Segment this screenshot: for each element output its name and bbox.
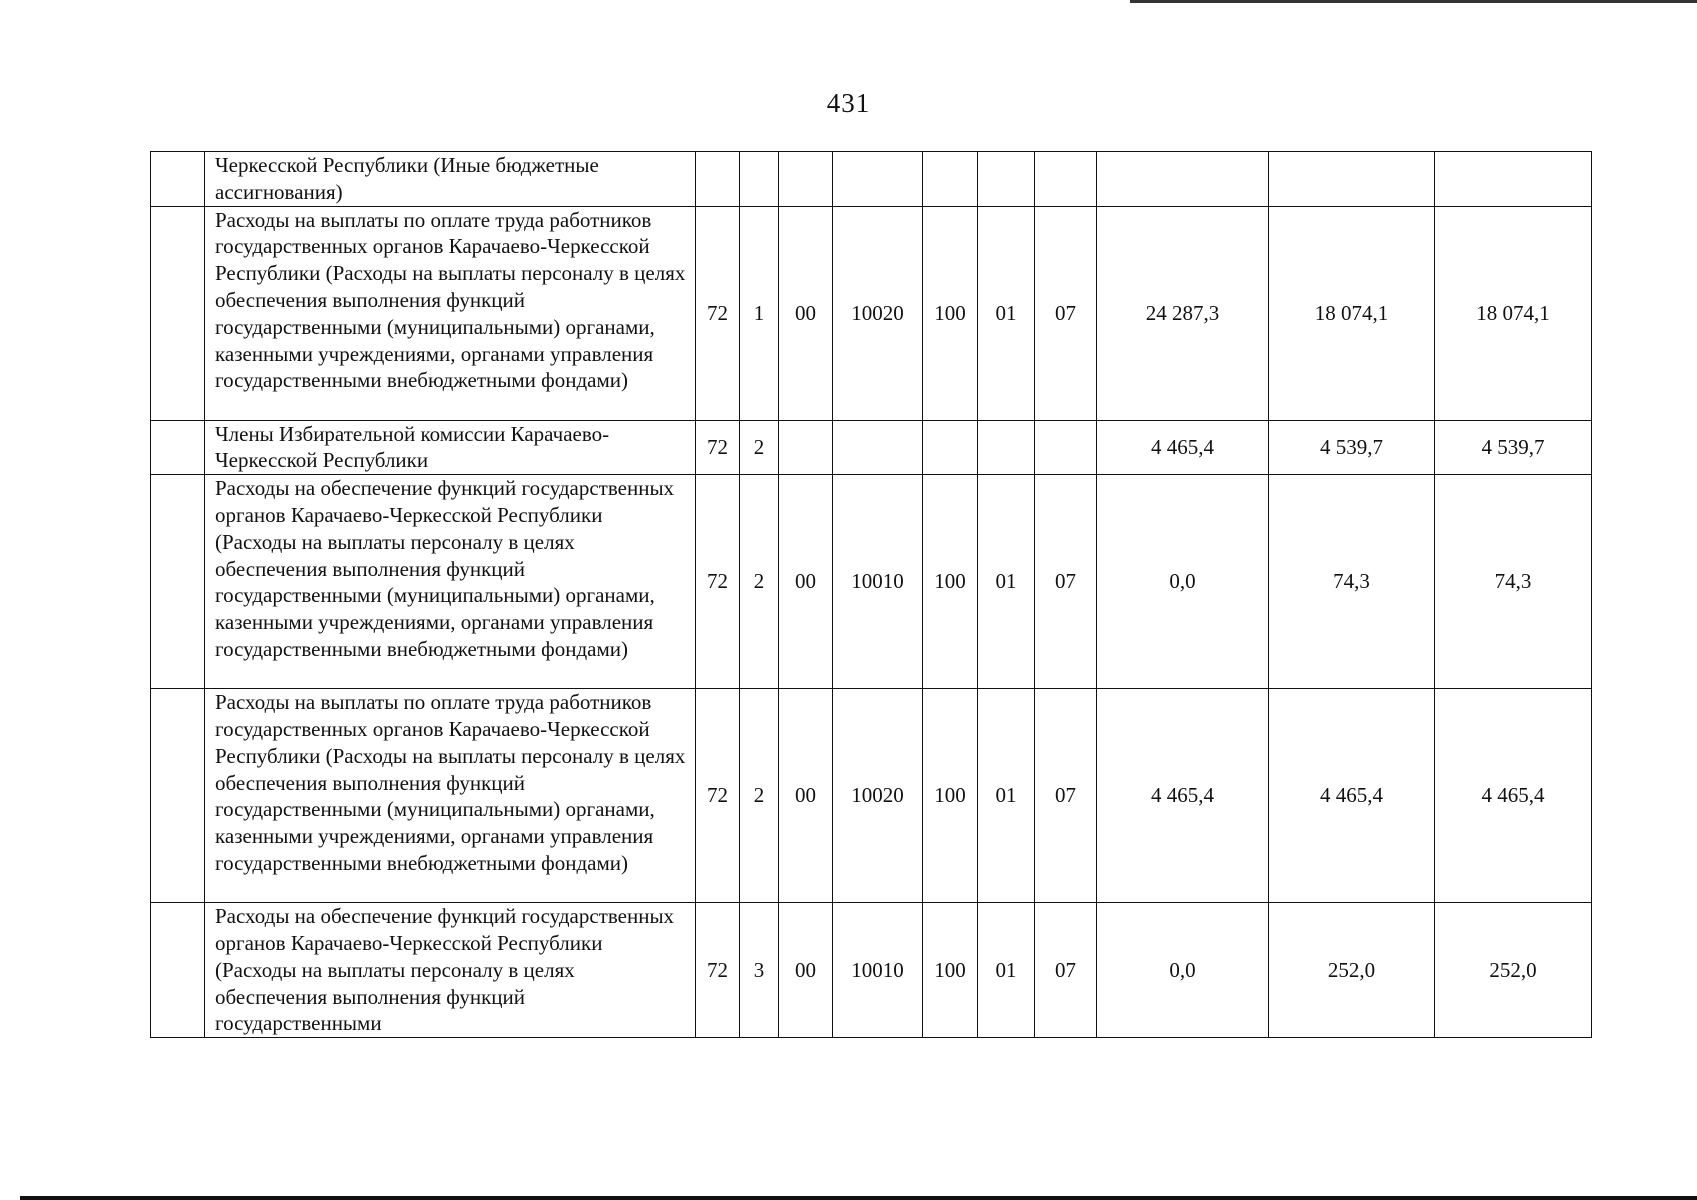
row-number-cell [151, 206, 205, 420]
subsection-cell [1035, 420, 1097, 475]
amount-year-3-cell: 18 074,1 [1435, 206, 1592, 420]
amount-year-1-cell: 4 465,4 [1097, 689, 1269, 903]
budget-table-body [151, 152, 1592, 1038]
program-code-cell: 1 [740, 206, 779, 420]
section-cell: 01 [978, 475, 1035, 689]
subprogram-code-cell [779, 152, 833, 207]
table-row [151, 475, 1592, 689]
subprogram-code-cell [779, 420, 833, 475]
direction-code-cell [833, 152, 923, 207]
amount-year-3-cell: 4 465,4 [1435, 689, 1592, 903]
amount-year-1-cell: 0,0 [1097, 475, 1269, 689]
section-cell [978, 420, 1035, 475]
ministry-code-cell: 72 [696, 420, 740, 475]
amount-year-1-cell [1097, 152, 1269, 207]
table-row [151, 903, 1592, 1038]
program-code-cell: 2 [740, 420, 779, 475]
section-cell: 01 [978, 903, 1035, 1038]
table-row [151, 206, 1592, 420]
section-cell: 01 [978, 206, 1035, 420]
expense-type-cell: 100 [923, 903, 978, 1038]
section-cell [978, 152, 1035, 207]
table-row [151, 420, 1592, 475]
subprogram-code-cell: 00 [779, 206, 833, 420]
subprogram-code-cell: 00 [779, 689, 833, 903]
amount-year-3-cell: 252,0 [1435, 903, 1592, 1038]
subsection-cell [1035, 152, 1097, 207]
subsection-cell: 07 [1035, 903, 1097, 1038]
row-number-cell [151, 152, 205, 207]
top-scan-edge-line [1130, 0, 1697, 3]
direction-code-cell [833, 420, 923, 475]
expense-name-cell: Расходы на обеспечение функций государственных органов Карачаево-Черкесской Республики (Расходы на выплаты персоналу в целях обеспечения выполнения функций государственными (муниципальными) органами, казенными учреждениями, органами управления государственными внебюджетными фондами) [205, 475, 696, 689]
expense-name-cell: Расходы на выплаты по оплате труда работников государственных органов Карачаево-Черкесской Республики (Расходы на выплаты персоналу в целях обеспечения выполнения функций государственными (муниципальными) органами, казенными учреждениями, органами управления государственными внебюджетными фондами) [205, 689, 696, 903]
expense-type-cell: 100 [923, 689, 978, 903]
row-number-cell [151, 475, 205, 689]
amount-year-3-cell: 4 539,7 [1435, 420, 1592, 475]
amount-year-3-cell: 74,3 [1435, 475, 1592, 689]
expense-name-cell: Черкесской Республики (Иные бюджетные ассигнования) [205, 152, 696, 207]
amount-year-1-cell: 0,0 [1097, 903, 1269, 1038]
expense-type-cell: 100 [923, 206, 978, 420]
subprogram-code-cell: 00 [779, 903, 833, 1038]
amount-year-3-cell [1435, 152, 1592, 207]
table-row [151, 689, 1592, 903]
amount-year-2-cell: 4 539,7 [1269, 420, 1435, 475]
program-code-cell [740, 152, 779, 207]
subsection-cell: 07 [1035, 475, 1097, 689]
ministry-code-cell: 72 [696, 903, 740, 1038]
direction-code-cell: 10010 [833, 475, 923, 689]
row-number-cell [151, 903, 205, 1038]
program-code-cell: 2 [740, 475, 779, 689]
program-code-cell: 2 [740, 689, 779, 903]
amount-year-2-cell: 18 074,1 [1269, 206, 1435, 420]
amount-year-2-cell: 74,3 [1269, 475, 1435, 689]
direction-code-cell: 10020 [833, 206, 923, 420]
ministry-code-cell: 72 [696, 475, 740, 689]
ministry-code-cell: 72 [696, 206, 740, 420]
row-number-cell [151, 420, 205, 475]
table-row [151, 152, 1592, 207]
expense-type-cell [923, 152, 978, 207]
bottom-scan-edge-line [20, 1196, 1697, 1200]
ministry-code-cell: 72 [696, 689, 740, 903]
expense-name-cell: Расходы на выплаты по оплате труда работников государственных органов Карачаево-Черкесской Республики (Расходы на выплаты персоналу в целях обеспечения выполнения функций государственными (муниципальными) органами, казенными учреждениями, органами управления государственными внебюджетными фондами) [205, 206, 696, 420]
expense-type-cell [923, 420, 978, 475]
subprogram-code-cell: 00 [779, 475, 833, 689]
subsection-cell: 07 [1035, 689, 1097, 903]
expense-name-cell: Члены Избирательной комиссии Карачаево-Черкесской Республики [205, 420, 696, 475]
amount-year-2-cell [1269, 152, 1435, 207]
expense-name-cell: Расходы на обеспечение функций государственных органов Карачаево-Черкесской Республики (Расходы на выплаты персоналу в целях обеспечения выполнения функций государственными [205, 903, 696, 1038]
expense-type-cell: 100 [923, 475, 978, 689]
section-cell: 01 [978, 689, 1035, 903]
ministry-code-cell [696, 152, 740, 207]
subsection-cell: 07 [1035, 206, 1097, 420]
row-number-cell [151, 689, 205, 903]
amount-year-1-cell: 24 287,3 [1097, 206, 1269, 420]
direction-code-cell: 10020 [833, 689, 923, 903]
budget-table [150, 151, 1592, 1038]
amount-year-1-cell: 4 465,4 [1097, 420, 1269, 475]
direction-code-cell: 10010 [833, 903, 923, 1038]
amount-year-2-cell: 252,0 [1269, 903, 1435, 1038]
page-number: 431 [826, 88, 871, 118]
amount-year-2-cell: 4 465,4 [1269, 689, 1435, 903]
program-code-cell: 3 [740, 903, 779, 1038]
